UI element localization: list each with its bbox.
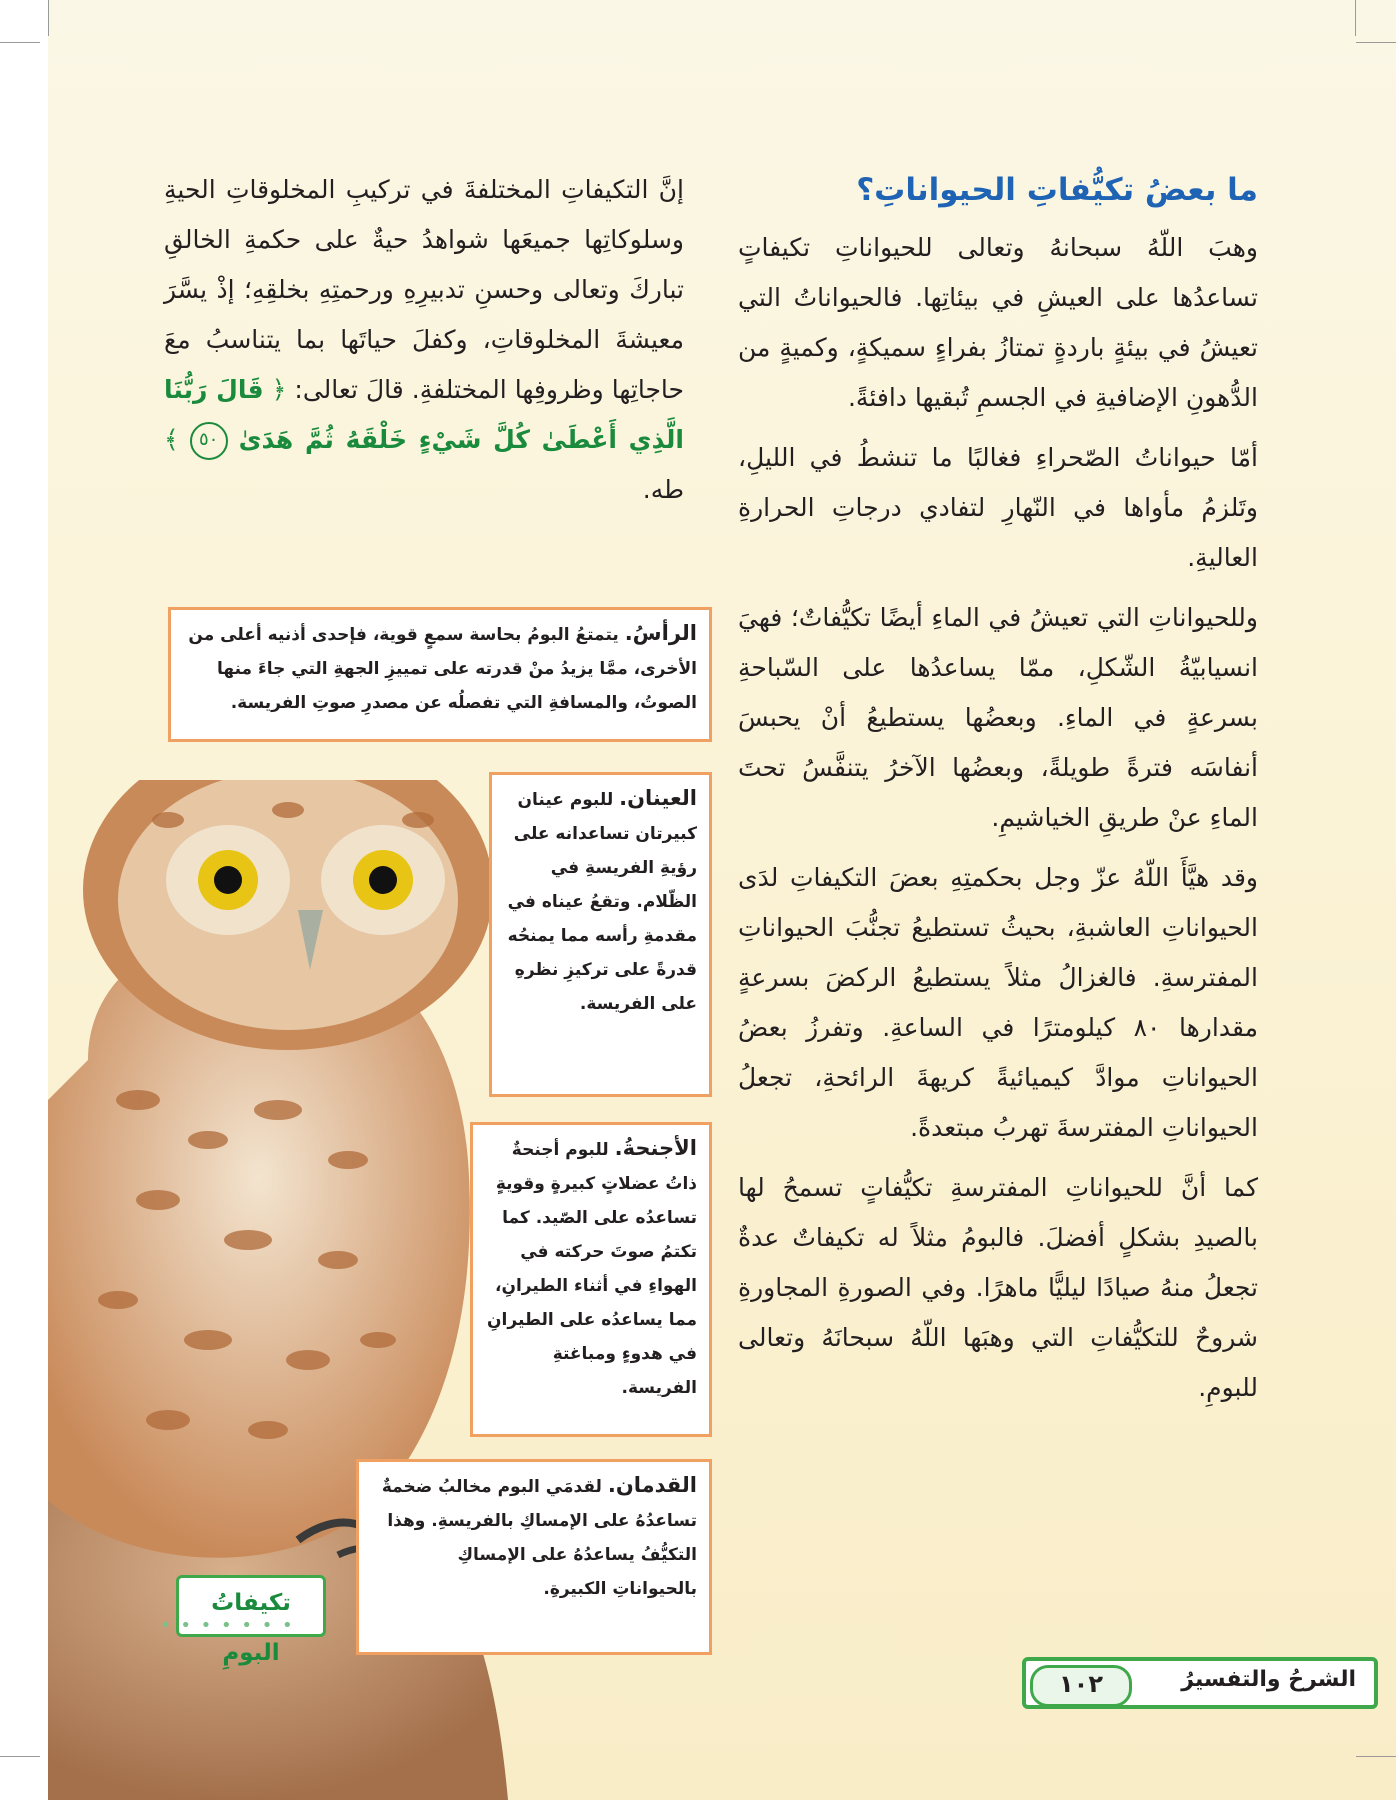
- verse-open-bracket: ﴿: [271, 375, 287, 404]
- paragraph: وهبَ اللّهُ سبحانهُ وتعالى للحيواناتِ تكيفاتٍ تساعدُها على العيشِ في بيئاتِها. فالحيواناتُ التي تعيشُ في بيئةٍ باردةٍ تمتازُ بفراءٍ سميكةٍ، وكميةٍ من الدُّهونِ الإضافيةِ في الجسمِ تُبقيها دافئةً.: [738, 233, 1258, 412]
- callout-title: الأجنحةُ.: [614, 1136, 697, 1160]
- paragraph: وقد هيَّأَ اللّهُ عزّ وجل بحكمتِهِ بعضَ التكيفاتِ لدَى الحيواناتِ العاشبةِ، بحيثُ تستطيعُ تجنُّبَ الحيواناتِ المفترسةِ. فالغزالُ مثلاً يستطيعُ الركضَ بسرعةٍ مقدارها ٨٠ كيلومترًا في الساعةِ. وتفرزُ بعضُ الحيواناتِ موادَّ كيميائيةً كريهةَ الرائحةِ، تجعلُ الحيواناتِ المفترسةَ تهربُ مبتعدةً.: [738, 863, 1258, 1142]
- footer-bar: [1022, 1657, 1378, 1709]
- section-heading: ما بعضُ تكيُّفاتِ الحيواناتِ؟: [856, 172, 1258, 208]
- crop-mark: [48, 0, 49, 36]
- callout-title: الرأسُ.: [624, 621, 697, 645]
- paragraph: أمّا حيواناتُ الصّحراءِ فغالبًا ما تنشطُ في الليلِ، وتَلزمُ مأواها في النّهارِ لتفادي درجاتِ الحرارةِ العاليةِ.: [738, 443, 1258, 572]
- callout-text: للبوم أجنحةٌ ذاتُ عضلاتٍ كبيرةٍ وقويةٍ تساعدُه على الصّيد. كما تكتمُ صوتَ حركته في الهواءِ في أثناء الطيرانِ، مما يساعدُه على الطيرانِ في هدوءٍ ومباغتةِ الفريسة.: [487, 1140, 697, 1398]
- reflection-paragraph: [164, 165, 684, 515]
- crop-mark: [0, 1756, 40, 1757]
- callout-title: العينان.: [619, 786, 697, 810]
- surah-name: طه.: [642, 475, 684, 504]
- crop-mark: [1355, 0, 1356, 36]
- page-number: ١٠٢: [1030, 1665, 1132, 1707]
- callout-eyes: [489, 772, 712, 1097]
- owl-adaptations-badge: تكيفاتُ البومِ: [176, 1575, 326, 1637]
- paragraph: كما أنَّ للحيواناتِ المفترسةِ تكيُّفاتٍ تسمحُ لها بالصيدِ بشكلٍ أفضلَ. فالبومُ مثلاً له تكيفاتٌ عدةٌ تجعلُ منهُ صيادًا ليليًّا ماهرًا. وفي الصورةِ المجاورةِ شروحٌ للتكيُّفاتِ التي وهبَها اللّهُ سبحانَهُ وتعالى للبومِ.: [738, 1173, 1258, 1402]
- callout-wings: [470, 1122, 712, 1437]
- callout-text: يتمتعُ البومُ بحاسة سمعٍ قوية، فإحدى أذنيه أعلى من الأخرى، ممَّا يزيدُ منْ قدرته على تمييزِ الجهةِ التي جاءَ منها الصوتُ، والمسافةِ التي تفصلُه عن مصدرِ صوتِ الفريسة.: [188, 625, 697, 713]
- callout-text: للبوم عينان كبيرتان تساعدانه على رؤيةِ الفريسةِ في الظّلام. وتقعُ عيناه في مقدمةِ رأسه مما يمنحُه قدرةً على تركيزِ نظرهِ على الفريسة.: [507, 790, 697, 1014]
- verse-close-bracket: ﴾: [164, 425, 179, 454]
- crop-mark: [0, 42, 40, 43]
- crop-mark: [1356, 1756, 1396, 1757]
- crop-mark: [1356, 42, 1396, 43]
- callout-title: القدمان.: [607, 1473, 697, 1497]
- decorative-dots: • • • • • • •: [160, 1615, 295, 1636]
- callout-feet: [356, 1459, 712, 1655]
- quran-verse: قَالَ رَبُّنَا الَّذِي أَعْطَىٰ كُلَّ شَيْءٍ خَلْقَهُ ثُمَّ هَدَىٰ: [164, 375, 684, 454]
- reflection-text-column: [164, 165, 684, 515]
- section-label: الشرحُ والتفسيرُ: [1181, 1667, 1356, 1692]
- callout-text: لقدمَي البوم مخالبُ ضخمةٌ تساعدُهُ على الإمساكِ بالفريسةِ. وهذا التكيُّفُ يساعدُهُ على الإمساكِ بالحيواناتِ الكبيرةِ.: [381, 1477, 697, 1599]
- main-text-column: [738, 165, 1258, 1423]
- reflection-text: إنَّ التكيفاتِ المختلفةَ في تركيبِ المخلوقاتِ الحيةِ وسلوكاتِها جميعَها شواهدُ حيةٌ على حكمةِ الخالقِ تباركَ وتعالى وحسنِ تدبيرِهِ ورحمتِهِ بخلقِهِ؛ إذْ يسَّرَ معيشةَ المخلوقاتِ، وكفلَ حياتَها بما يتناسبُ معَ حاجاتِها وظروفِها المختلفةِ. قالَ تعالى:: [164, 175, 685, 404]
- paragraph: وللحيواناتِ التي تعيشُ في الماءِ أيضًا تكيُّفاتٌ؛ فهيَ انسيابيّةُ الشّكلِ، ممّا يساعدُها على السّباحةِ بسرعةٍ في الماءِ. وبعضُها يستطيعُ أنْ يحبسَ أنفاسَه فترةً طويلةً، وبعضُها الآخرُ يتنفَّسُ تحتَ الماءِ عنْ طريقِ الخياشيمِ.: [738, 603, 1258, 832]
- callout-head: [168, 607, 712, 742]
- verse-number: ٥٠: [190, 422, 228, 460]
